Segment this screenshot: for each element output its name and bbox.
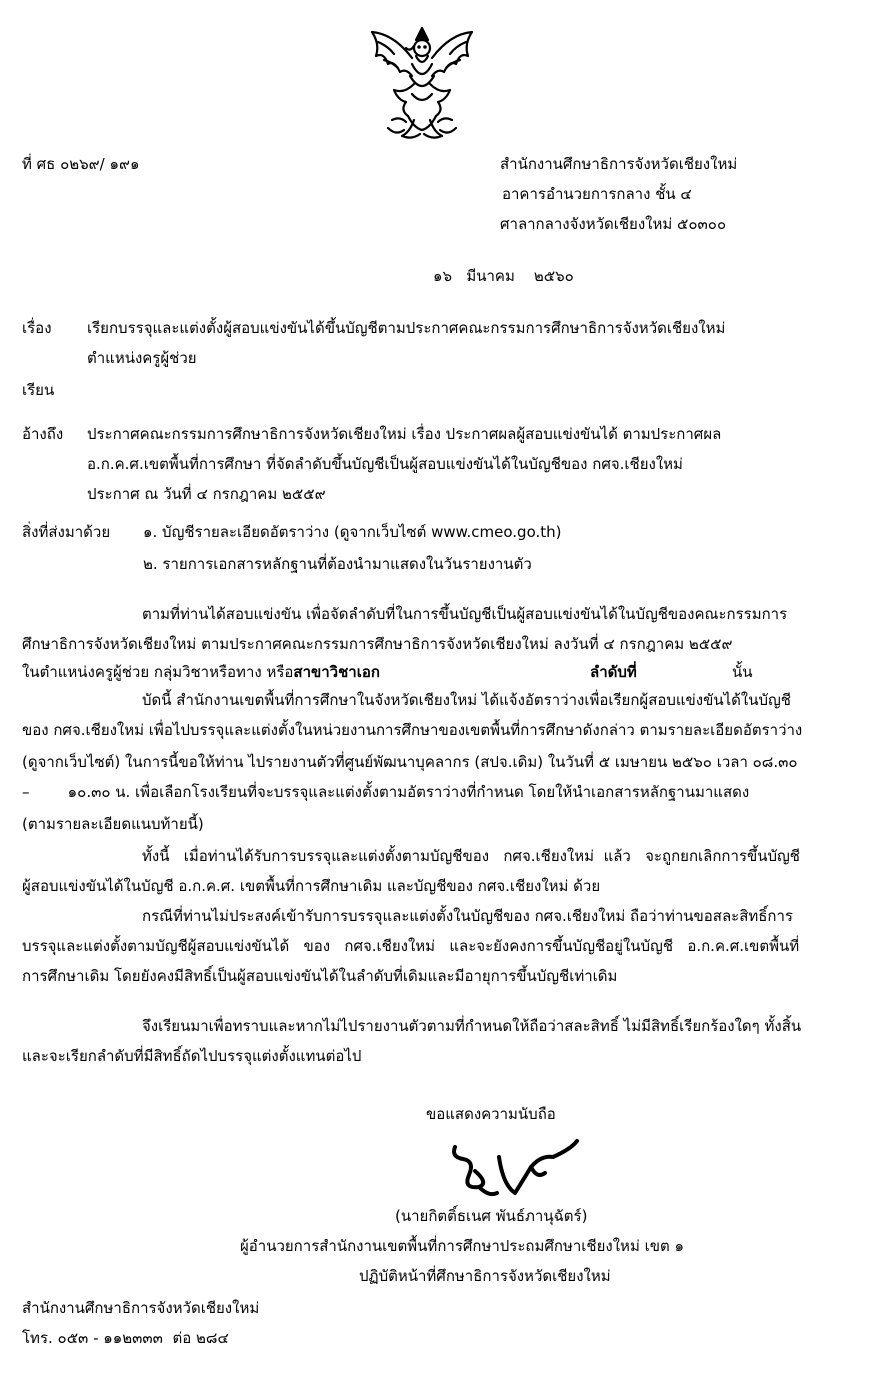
subject-label: เรื่อง [22,319,52,337]
letter-date: ๑๖ มีนาคม ๒๕๖๐ [433,267,574,285]
subject-text: เรียกบรรจุและแต่งตั้งผู้สอบแข่งขันได้ขึ้นบัญชีตามประกาศคณะกรรมการศึกษาธิการจังหวัดเชียงใหม่ [87,319,726,337]
body-paragraph-line: และจะเรียกลำดับที่มีสิทธิ์ถัดไปบรรจุแต่งตั้งแทนต่อไป [22,1047,362,1065]
body-paragraph-line [22,662,380,682]
enclosure-item: ๑. บัญชีรายละเอียดอัตราว่าง (ดูจากเว็บไซต์ www.cmeo.go.th) [143,523,562,541]
reference-number: ที่ ศธ ๐๒๖๙/ ๑๙๑ [22,155,140,173]
body-paragraph-line: ตามที่ท่านได้สอบแข่งขัน เพื่อจัดลำดับที่ในการขึ้นบัญชีเป็นผู้สอบแข่งขันได้ในบัญชีของคณะกรรมการ [142,605,788,623]
signer-title: ผู้อำนวยการสำนักงานเขตพื้นที่การศึกษาประถมศึกษาเชียงใหม่ เขต ๑ [240,1237,685,1255]
reference-text: ประกาศ ณ วันที่ ๔ กรกฎาคม ๒๕๕๙ [87,485,326,503]
salutation-label: เรียน [22,381,55,399]
body-paragraph-line: การศึกษาเดิม โดยยังคงมีสิทธิ์เป็นผู้สอบแข่งขันได้ในลำดับที่เดิมและมีอายุการขึ้นบัญชีเท่าเดิม [22,967,618,985]
address-line: อาคารอำนวยการกลาง ชั้น ๔ [502,185,692,203]
body-paragraph-line: ผู้สอบแข่งขันได้ในบัญชี อ.ก.ค.ศ. เขตพื้นที่การศึกษาเดิม และบัญชีของ กศจ.เชียงใหม่ ด้วย [22,877,601,895]
closing-phrase: ขอแสดงความนับถือ [426,1105,556,1123]
enclosure-label: สิ่งที่ส่งมาด้วย [22,523,111,541]
signer-name: (นายกิตติ์ธเนศ พันธ์ภานุฉัตร์) [395,1207,588,1225]
footer-phone: โทร. ๐๕๓ - ๑๑๒๓๓๓ ต่อ ๒๘๔ [22,1329,229,1347]
sentence-end: นั้น [732,663,753,681]
signature-icon [445,1127,585,1207]
body-paragraph-line: บัดนี้ สำนักงานเขตพื้นที่การศึกษาในจังหวัดเชียงใหม่ ได้แจ้งอัตราว่างเพื่อเรียกผู้สอบแข่งขันได้ในบัญชี [142,691,791,709]
position-text: ในตำแหน่งครูผู้ช่วย กลุ่มวิชาหรือทาง หรือ [22,663,294,681]
reference-text: อ.ก.ค.ศ.เขตพื้นที่การศึกษา ที่จัดลำดับขึ้นบัญชีเป็นผู้สอบแข่งขันได้ในบัญชีของ กศจ.เชียงใหม่ [87,455,683,473]
body-paragraph-line: ทั้งนี้ เมื่อท่านได้รับการบรรจุและแต่งตั้งตามบัญชีของ กศจ.เชียงใหม่ แล้ว จะถูกยกเลิกการขึ้นบัญชี [142,847,800,865]
body-paragraph-line: (ดูจากเว็บไซต์) ในการนี้ขอให้ท่าน ไปรายงานตัวที่ศูนย์พัฒนาบุคลากร (สปจ.เดิม) ในวันที่ ๕ เมษายน ๒๕๖๐ เวลา ๐๘.๓๐ [22,753,798,771]
subject-text: ตำแหน่งครูผู้ช่วย [87,349,197,367]
footer-office: สำนักงานศึกษาธิการจังหวัดเชียงใหม่ [22,1299,260,1317]
garuda-emblem-icon [354,24,490,144]
body-paragraph-line: (ตามรายละเอียดแนบท้ายนี้) [22,815,204,833]
body-paragraph-line: บรรจุและแต่งตั้งตามบัญชีผู้สอบแข่งขันได้ ของ กศจ.เชียงใหม่ และจะยังคงการขึ้นบัญชีอยู่ในบัญชี อ.ก.ค.ศ.เขตพื้นที่ [22,937,800,955]
enclosure-item: ๒. รายการเอกสารหลักฐานที่ต้องนำมาแสดงในวันรายงานตัว [143,555,532,573]
body-paragraph-line: – ๑๐.๓๐ น. เพื่อเลือกโรงเรียนที่จะบรรจุและแต่งตั้งตามอัตราว่างที่กำหนด โดยให้นำเอกสารหลักฐานมาแสดง [22,783,750,801]
reference-label: อ้างถึง [22,425,64,443]
address-line: ศาลากลางจังหวัดเชียงใหม่ ๕๐๓๐๐ [500,215,727,233]
address-line: สำนักงานศึกษาธิการจังหวัดเชียงใหม่ [500,155,738,173]
signer-title: ปฏิบัติหน้าที่ศึกษาธิการจังหวัดเชียงใหม่ [359,1267,611,1285]
body-paragraph-line: ของ กศจ.เชียงใหม่ เพื่อไปบรรจุและแต่งตั้งในหน่วยงานการศึกษาของเขตพื้นที่การศึกษาดังกล่าว ตามรายละเอียดอัตราว่าง [22,721,803,739]
body-paragraph-line: จึงเรียนมาเพื่อทราบและหากไม่ไปรายงานตัวตามที่กำหนดให้ถือว่าสละสิทธิ์ ไม่มีสิทธิ์เรียกร้องใดๆ ทั้งสิ้น [142,1017,802,1035]
major-label: สาขาวิชาเอก [293,663,380,681]
reference-text: ประกาศคณะกรรมการศึกษาธิการจังหวัดเชียงใหม่ เรื่อง ประกาศผลผู้สอบแข่งขันได้ ตามประกาศผล [87,425,722,443]
body-paragraph-line: กรณีที่ท่านไม่ประสงค์เข้ารับการบรรจุและแต่งตั้งในบัญชีของ กศจ.เชียงใหม่ ถือว่าท่านขอสละสิทธิ์การ [142,907,793,925]
rank-label: ลำดับที่ [590,663,637,681]
body-paragraph-line: ศึกษาธิการจังหวัดเชียงใหม่ ตามประกาศคณะกรรมการศึกษาธิการจังหวัดเชียงใหม่ ลงวันที่ ๔ กรกฎาคม ๒๕๕๙ [22,635,733,653]
